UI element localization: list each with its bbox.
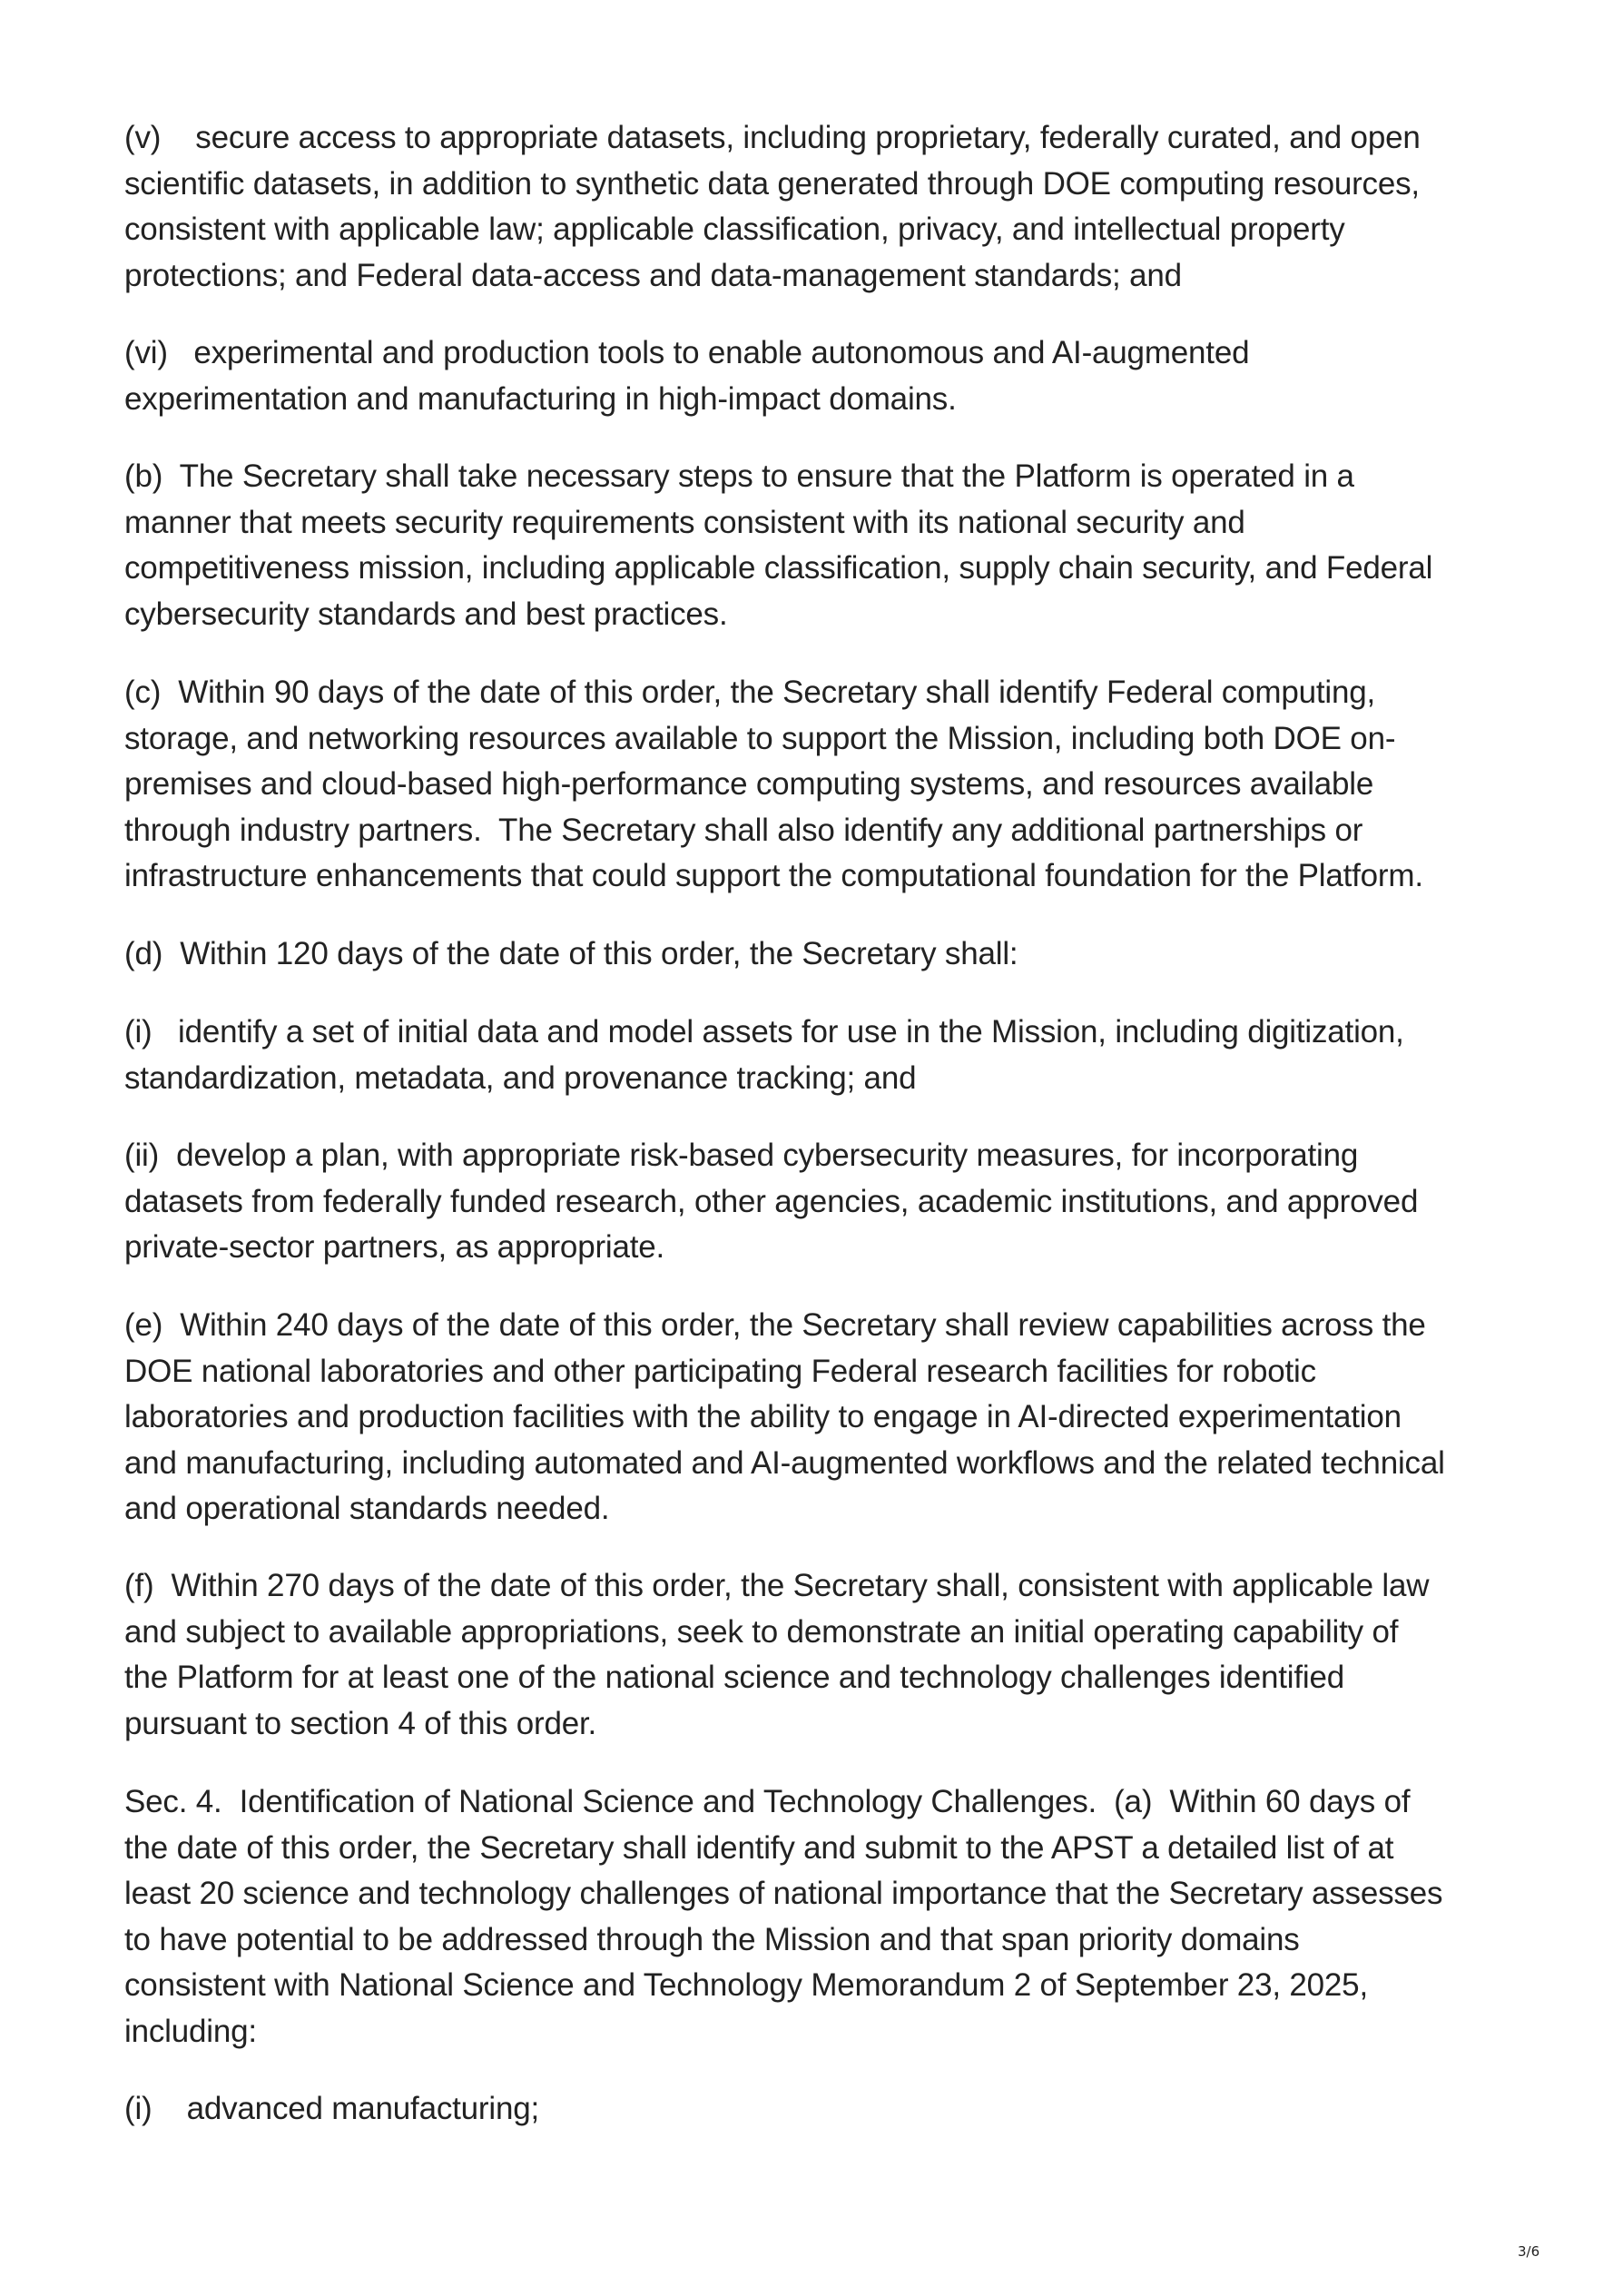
paragraph-d xyxy=(124,931,1540,978)
text-line: laboratories and production facilities with the ability to engage in AI-directed experimentation xyxy=(124,1399,1402,1434)
text-line: protections; and Federal data-access and data-management standards; and xyxy=(124,257,1182,293)
paragraph-d-i xyxy=(124,1010,1540,1101)
text-line: (i) advanced manufacturing; xyxy=(124,2091,540,2126)
text-line: storage, and networking resources available to support the Mission, including both DOE on- xyxy=(124,720,1396,756)
text-line: consistent with applicable law; applicable classification, privacy, and intellectual property xyxy=(124,212,1345,247)
text-line: (i) identify a set of initial data and model assets for use in the Mission, including digitization, xyxy=(124,1014,1404,1049)
text-line: standardization, metadata, and provenance tracking; and xyxy=(124,1059,917,1096)
paragraph-c xyxy=(124,670,1540,900)
text-line: through industry partners. The Secretary shall also identify any additional partnerships or xyxy=(124,812,1363,848)
text-line: (d) Within 120 days of the date of this order, the Secretary shall: xyxy=(124,936,1018,971)
text-line: the Platform for at least one of the national science and technology challenges identified xyxy=(124,1660,1344,1695)
text-line: premises and cloud-based high-performance computing systems, and resources available xyxy=(124,766,1374,802)
text-line: consistent with National Science and Technology Memorandum 2 of September 23, 2025, xyxy=(124,1967,1368,2003)
text-line: including: xyxy=(124,2013,257,2049)
text-line: (c) Within 90 days of the date of this order, the Secretary shall identify Federal computing, xyxy=(124,675,1376,710)
text-line: (f) Within 270 days of the date of this order, the Secretary shall, consistent with applicable law xyxy=(124,1568,1430,1603)
text-line: (b) The Secretary shall take necessary steps to ensure that the Platform is operated in a xyxy=(124,458,1354,494)
text-line: datasets from federally funded research, other agencies, academic institutions, and approved xyxy=(124,1183,1419,1219)
text-line: infrastructure enhancements that could support the computational foundation for the Platform. xyxy=(124,858,1423,893)
text-line: experimentation and manufacturing in high-impact domains. xyxy=(124,380,957,417)
paragraph-a-v xyxy=(124,115,1540,299)
text-line: and operational standards needed. xyxy=(124,1491,610,1526)
text-line: manner that meets security requirements consistent with its national security and xyxy=(124,504,1245,540)
text-line: pursuant to section 4 of this order. xyxy=(124,1705,597,1741)
paragraph-f xyxy=(124,1563,1540,1747)
text-line: Sec. 4. Identification of National Science and Technology Challenges. (a) Within 60 days of xyxy=(124,1784,1411,1819)
text-line: least 20 science and technology challenges of national importance that the Secretary assesses xyxy=(124,1876,1443,1911)
text-line: (v) secure access to appropriate datasets, including proprietary, federally curated, and open xyxy=(124,120,1421,155)
text-line: and subject to available appropriations, seek to demonstrate an initial operating capability of xyxy=(124,1613,1399,1650)
paragraph-sec4-i xyxy=(124,2086,1540,2133)
text-line: private-sector partners, as appropriate. xyxy=(124,1229,665,1265)
text-line: scientific datasets, in addition to synthetic data generated through DOE computing resources, xyxy=(124,165,1420,202)
text-line: to have potential to be addressed through the Mission and that span priority domains xyxy=(124,1921,1300,1957)
paragraph-b xyxy=(124,454,1540,637)
text-line: (vi) experimental and production tools to enable autonomous and AI-augmented xyxy=(124,335,1250,370)
text-line: cybersecurity standards and best practices. xyxy=(124,596,728,632)
text-line: DOE national laboratories and other participating Federal research facilities for robotic xyxy=(124,1353,1316,1389)
page-number: 3/6 xyxy=(1518,2243,1540,2260)
paragraph-a-vi xyxy=(124,330,1540,422)
text-line: (e) Within 240 days of the date of this order, the Secretary shall review capabilities across the xyxy=(124,1307,1426,1343)
text-line: competitiveness mission, including applicable classification, supply chain security, and Federal xyxy=(124,550,1433,586)
text-line: the date of this order, the Secretary shall identify and submit to the APST a detailed list of at xyxy=(124,1829,1394,1866)
paragraph-d-ii xyxy=(124,1133,1540,1271)
text-line: (ii) develop a plan, with appropriate risk-based cybersecurity measures, for incorporating xyxy=(124,1138,1359,1173)
paragraph-e xyxy=(124,1303,1540,1532)
text-line: and manufacturing, including automated and AI-augmented workflows and the related technical xyxy=(124,1444,1445,1481)
paragraph-sec4 xyxy=(124,1779,1540,2055)
